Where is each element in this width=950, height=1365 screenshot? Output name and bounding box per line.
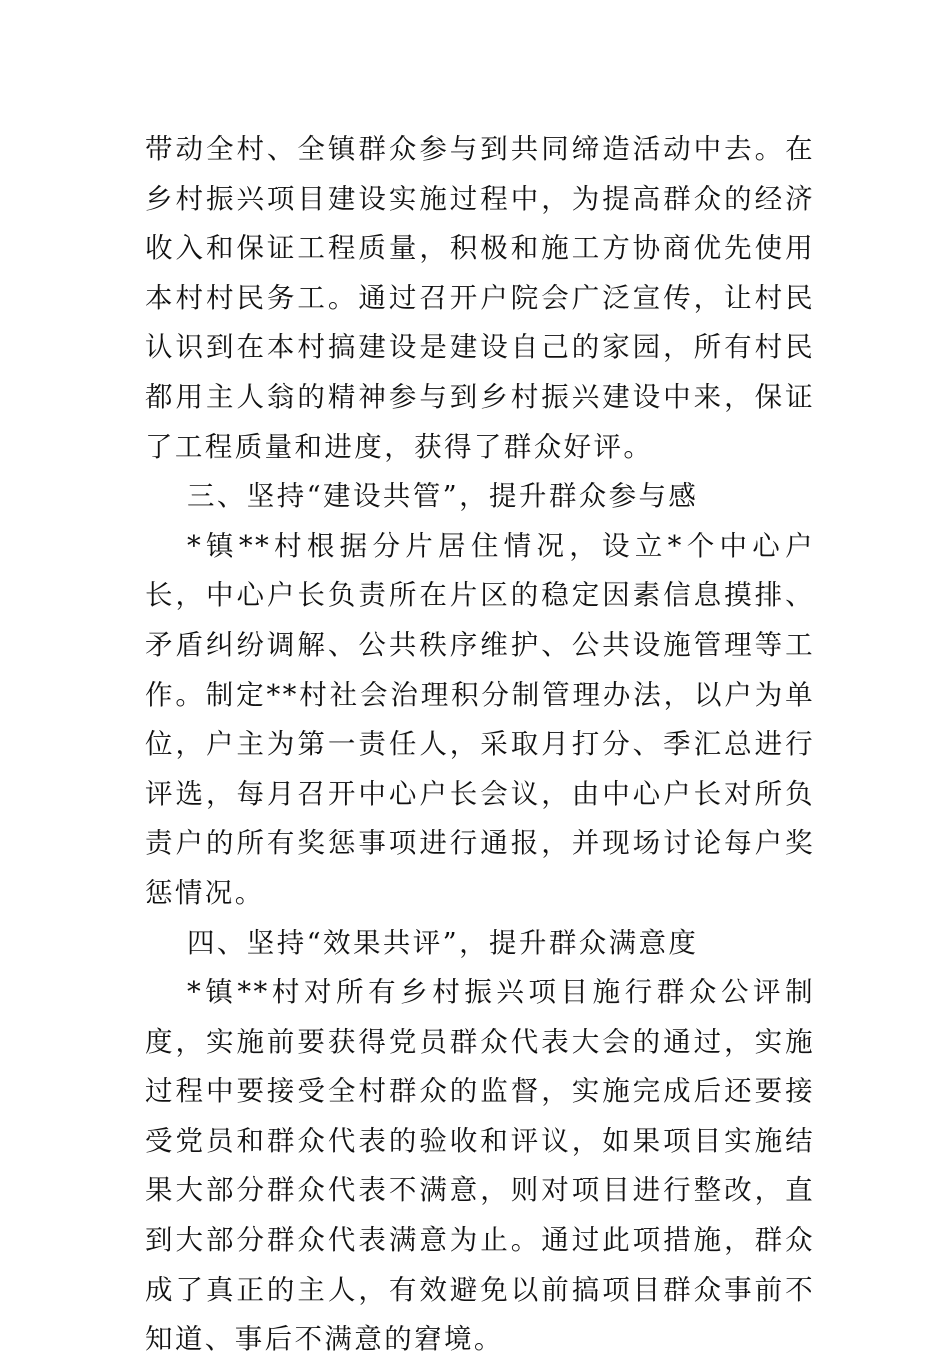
paragraph-continuation: 带动全村、全镇群众参与到共同缔造活动中去。在乡村振兴项目建设实施过程中，为提高群众的经济收入和保证工程质量，积极和施工方协商优先使用本村村民务工。通过召开户院会广泛宣传，让村民认识到在本村搞建设是建设自己的家园，所有村民都用主人翁的精神参与到乡村振兴建设中来，保证了工程质量和进度，获得了群众好评。	[145, 133, 815, 463]
paragraph-section-3: *镇**村根据分片居住情况，设立*个中心户长，中心户长负责所在片区的稳定因素信息摸排、矛盾纠纷调解、公共秩序维护、公共设施管理等工作。制定**村社会治理积分制管理办法，以户为单位，户主为第一责任人，采取月打分、季汇总进行评选，每月召开中心户长会议，由中心户长对所负责户的所有奖惩事项进行通报，并现场讨论每户奖惩情况。	[145, 529, 815, 909]
paragraph-section-4: *镇**村对所有乡村振兴项目施行群众公评制度，实施前要获得党员群众代表大会的通过，实施过程中要接受全村群众的监督，实施完成后还要接受党员和群众代表的验收和评议，如果项目实施结果大部分群众代表不满意，则对项目进行整改，直到大部分群众代表满意为止。通过此项措施，群众成了真正的主人，有效避免以前搞项目群众事前不知道、事后不满意的窘境。	[145, 976, 815, 1356]
section-heading-3: 三、坚持“建设共管”，提升群众参与感	[187, 480, 699, 513]
section-heading-4: 四、坚持“效果共评”，提升群众满意度	[187, 926, 699, 959]
document-body	[145, 125, 815, 1365]
